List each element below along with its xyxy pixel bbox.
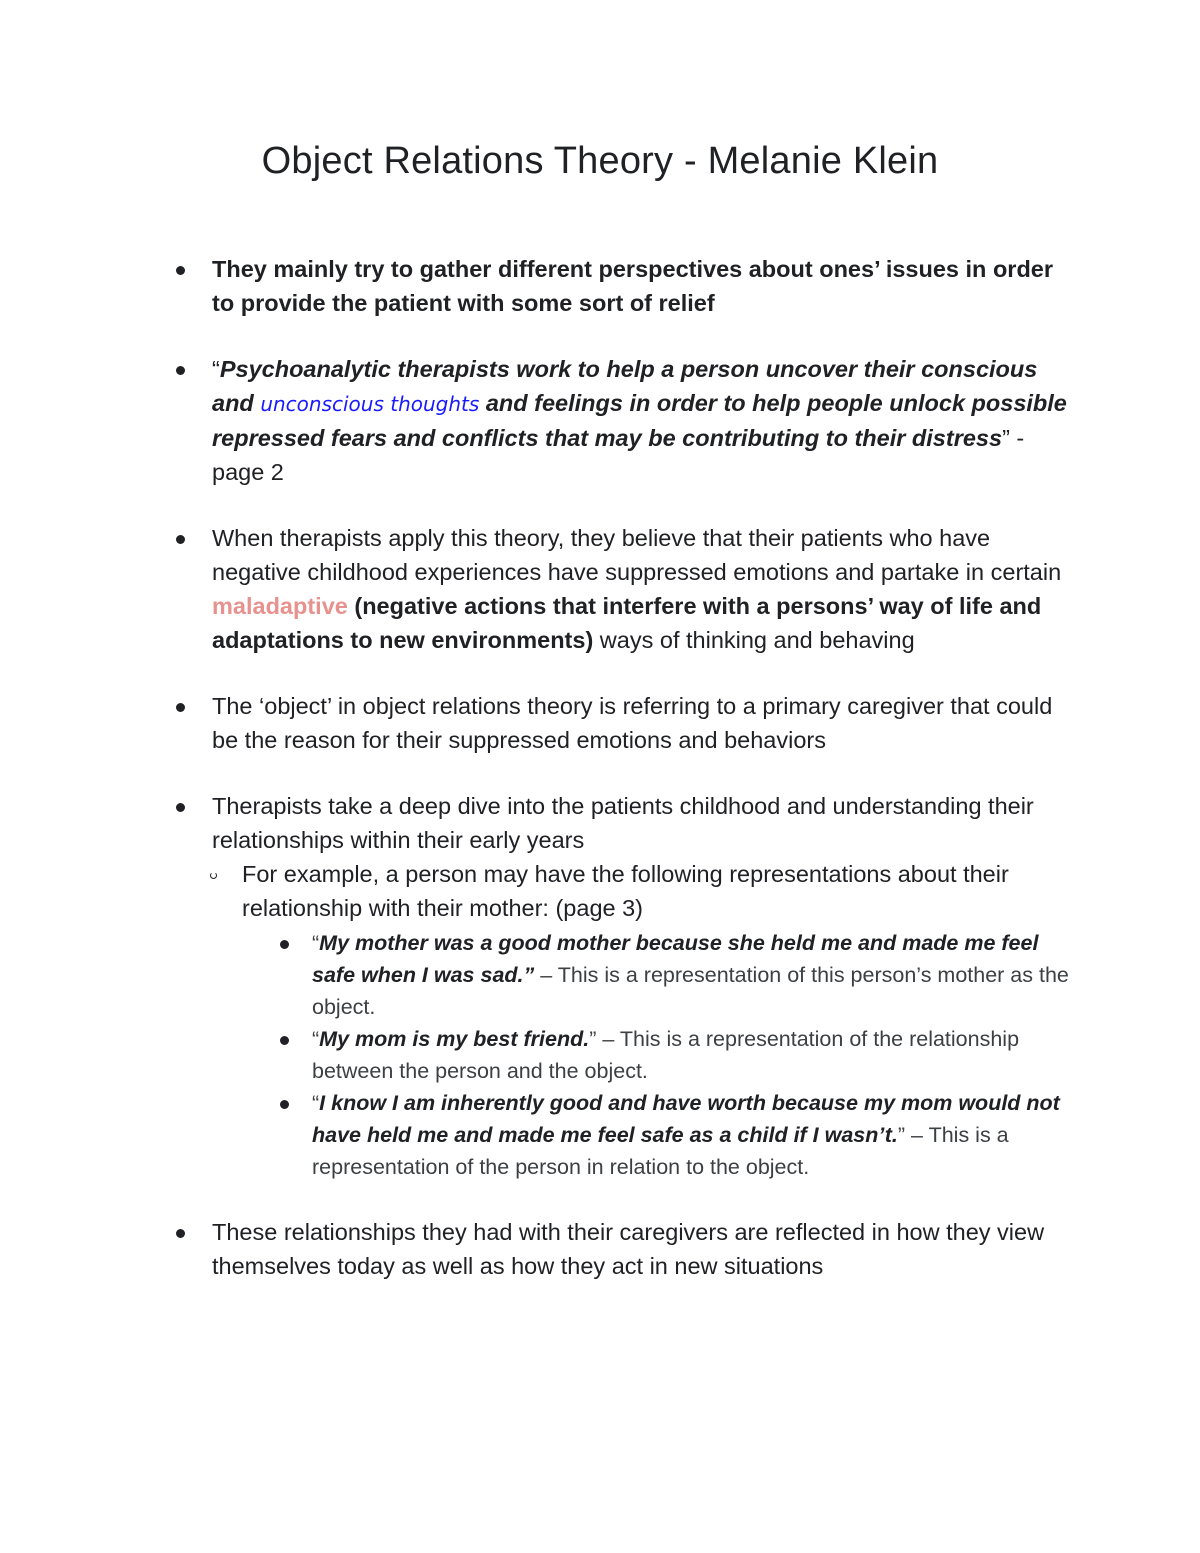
example-explanation: – This is a representation of the person in relation to the object.: [312, 1123, 1009, 1179]
sub-item: [128, 857, 1080, 925]
quote-text-part1: Psychoanalytic therapists work to help a person uncover their conscious and: [212, 356, 1038, 416]
example-quote: My mom is my best friend.: [319, 1027, 590, 1051]
bullet-item-5: [170, 789, 1080, 857]
bullet-item-1: [170, 252, 1080, 320]
definition-text: (negative actions that interfere with a persons’ way of life and adaptations to new environments): [212, 593, 1042, 653]
example-open-quote: “: [312, 1027, 320, 1051]
example-explanation: – This is a representation of the relationship between the person and the object.: [312, 1027, 1020, 1083]
bullet-text: The ‘object’ in object relations theory is referring to a primary caregiver that could be the reason for their suppressed emotions and behaviors: [212, 693, 1053, 753]
example-item-1: [128, 927, 1080, 1023]
bullet-dot-icon: [280, 1100, 289, 1109]
nested-list-container: [170, 857, 1080, 1183]
example-item-3: [128, 1087, 1080, 1183]
example-open-quote: “: [312, 931, 320, 955]
example-open-quote: “: [312, 1091, 320, 1115]
open-quote: “: [212, 356, 220, 382]
text-part2: ways of thinking and behaving: [593, 627, 915, 653]
page-reference: - page 2: [212, 425, 1025, 485]
page-title: Object Relations Theory - Melanie Klein: [261, 140, 939, 182]
bullet-dot-icon: [280, 940, 289, 949]
bullet-text: They mainly try to gather different perspectives about ones’ issues in order to provide the patient with some sort of relief: [212, 256, 1054, 316]
sub-list: [170, 857, 1080, 925]
example-close-quote: ”: [897, 1123, 906, 1147]
sub-item-text: For example, a person may have the following representations about their relationship with their mother: (page 3): [242, 861, 1009, 921]
bullet-dot-icon: [176, 366, 185, 375]
bullet-dot-icon: [176, 803, 185, 812]
bullet-dot-icon: [176, 703, 185, 712]
example-close-quote: ”: [589, 1027, 597, 1051]
examples-list: [170, 927, 1080, 1183]
bullet-dot-icon: [176, 1229, 185, 1238]
bullet-dot-icon: [280, 1036, 289, 1045]
bullet-dot-icon: [176, 266, 185, 275]
highlighted-word: maladaptive: [212, 593, 348, 619]
bullet-text: Therapists take a deep dive into the patients childhood and understanding their relationships within their early years: [212, 793, 1034, 853]
hollow-circle-icon: [210, 872, 217, 879]
bullet-item-2: [170, 352, 1080, 489]
example-explanation: – This is a representation of this person’s mother as the object.: [312, 963, 1069, 1019]
example-quote: I know I am inherently good and have worth because my mom would not have held me and made me feel safe as a child if I wasn’t.: [312, 1091, 1060, 1147]
bullet-item-6: [170, 1215, 1080, 1283]
close-quote: ”: [1002, 425, 1010, 451]
text-part1: When therapists apply this theory, they believe that their patients who have negative childhood experiences have suppressed emotions and partake in certain: [212, 525, 1062, 585]
quote-text-part2: and feelings in order to help people unlock possible repressed fears and conflicts that may be contributing to their distress: [212, 390, 1067, 451]
bullet-dot-icon: [176, 535, 185, 544]
bullet-item-3: [170, 521, 1080, 657]
highlighted-phrase: unconscious thoughts: [260, 392, 480, 416]
bullet-text: These relationships they had with their caregivers are reflected in how they view themselves today as well as how they act in new situations: [212, 1219, 1045, 1279]
bullet-item-4: [170, 689, 1080, 757]
main-bullet-list: [170, 252, 1080, 1315]
example-quote: My mother was a good mother because she held me and made me feel safe when I was sad.”: [312, 931, 1039, 987]
example-item-2: [128, 1023, 1080, 1087]
